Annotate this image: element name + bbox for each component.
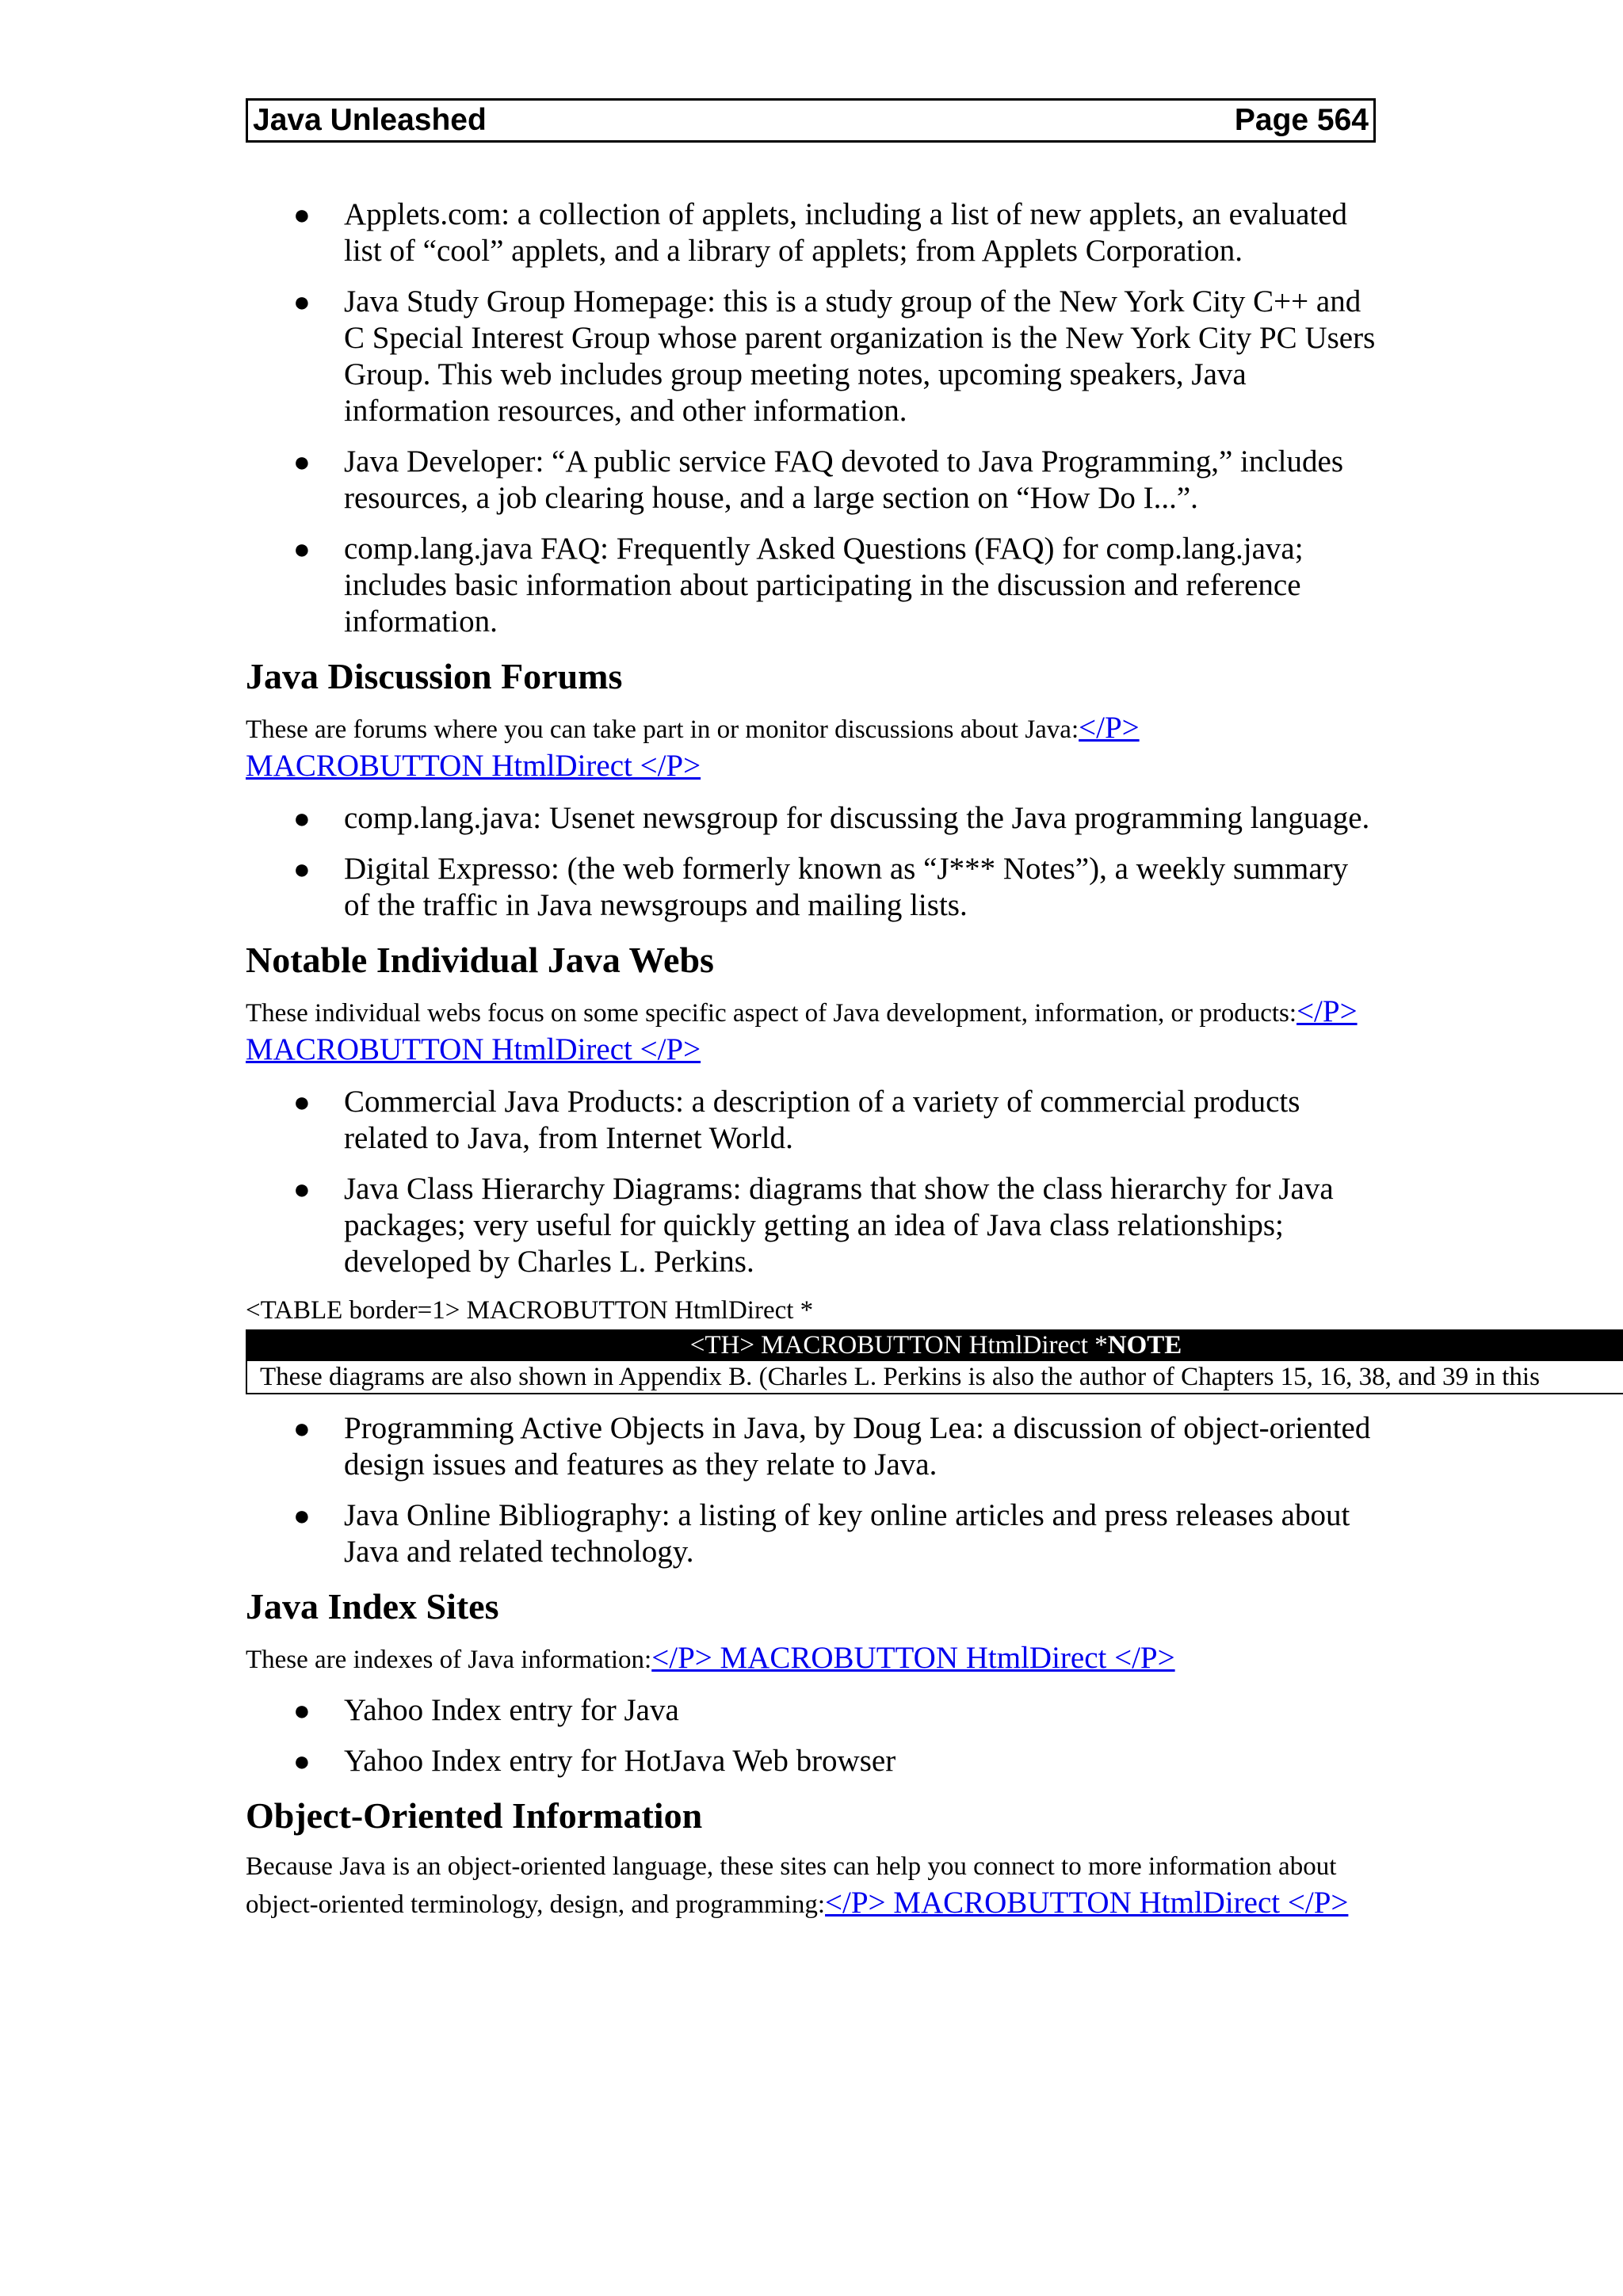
note-table <box>246 1329 1623 1394</box>
section-heading-forums: Java Discussion Forums <box>246 656 623 696</box>
section-intro: These individual webs focus on some specific aspect of Java development, information, or products:</P> MACROBUTTON HtmlDirect </P> <box>246 994 1358 1066</box>
bullet-icon: ● <box>293 803 311 834</box>
page-header <box>246 98 1376 143</box>
resource-list <box>246 196 1377 640</box>
table-markup-text: <TABLE border=1> MACROBUTTON HtmlDirect * <box>246 1296 814 1325</box>
list-item: ● Yahoo Index entry for HotJava Web browser <box>293 1744 896 1778</box>
section-heading-webs: Notable Individual Java Webs <box>246 940 714 980</box>
list-item: ● Applets.com: a collection of applets, including a list of new applets, an evaluated list of “cool” applets, and a library of applets; from Applets Corporation. <box>293 197 1348 268</box>
macrobutton-link[interactable]: </P> MACROBUTTON HtmlDirect </P> <box>651 1641 1175 1675</box>
page-content <box>246 196 1540 1937</box>
index-list <box>246 1692 1377 1779</box>
macrobutton-link[interactable]: </P> MACROBUTTON HtmlDirect </P> <box>825 1886 1349 1920</box>
note-body: These diagrams are also shown in Appendix B. (Charles L. Perkins is also the author of Chapters 15, 16, 38, and 39 in this <box>260 1363 1540 1391</box>
list-item: ● Java Study Group Homepage: this is a study group of the New York City C++ and C Special Interest Group whose parent organization is the New York City PC Users Group. This web includes group meeting notes, upcoming speakers, Java information resources, and other information. <box>293 284 1376 428</box>
macrobutton-link[interactable]: </P> MACROBUTTON HtmlDirect </P> <box>246 994 1358 1066</box>
book-title: Java Unleashed <box>253 103 487 137</box>
bullet-icon: ● <box>293 853 311 885</box>
list-item: ● Java Developer: “A public service FAQ devoted to Java Programming,” includes resources, a job clearing house, and a large section on “How Do I...”. <box>293 444 1344 515</box>
webs-list-continued <box>246 1410 1377 1570</box>
section-intro: These are forums where you can take part in or monitor discussions about Java:</P> MACROBUTTON HtmlDirect </P> <box>246 711 1140 783</box>
bullet-icon: ● <box>293 1745 311 1777</box>
list-item: ● comp.lang.java FAQ: Frequently Asked Questions (FAQ) for comp.lang.java; includes basic information about participating in the discussion and reference information. <box>293 532 1304 639</box>
page-number: Page 564 <box>1234 103 1369 137</box>
bullet-icon: ● <box>293 1500 311 1531</box>
list-item: ● Java Class Hierarchy Diagrams: diagrams that show the class hierarchy for Java packages; very useful for quickly getting an idea of Java class relationships; developed by Charles L. Perkins. <box>293 1172 1334 1279</box>
note-header: <TH> MACROBUTTON HtmlDirect *NOTE <box>247 1329 1623 1361</box>
section-heading-index: Java Index Sites <box>246 1586 499 1627</box>
macrobutton-link[interactable]: </P> MACROBUTTON HtmlDirect </P> <box>246 711 1140 783</box>
list-item: ● Yahoo Index entry for Java <box>293 1693 679 1727</box>
webs-list <box>246 1084 1377 1280</box>
bullet-icon: ● <box>293 286 311 318</box>
section-heading-oo: Object-Oriented Information <box>246 1795 703 1836</box>
bullet-icon: ● <box>293 1086 311 1118</box>
list-item: ● Java Online Bibliography: a listing of key online articles and press releases about Java and related technology. <box>293 1498 1350 1569</box>
list-item: ● comp.lang.java: Usenet newsgroup for discussing the Java programming language. <box>293 801 1370 835</box>
bullet-icon: ● <box>293 1695 311 1726</box>
section-intro: These are indexes of Java information:</P> MACROBUTTON HtmlDirect </P> <box>246 1641 1175 1675</box>
bullet-icon: ● <box>293 1173 311 1205</box>
bullet-icon: ● <box>293 199 311 231</box>
list-item: ● Programming Active Objects in Java, by Doug Lea: a discussion of object-oriented design issues and features as they relate to Java. <box>293 1411 1371 1482</box>
list-item: ● Commercial Java Products: a description of a variety of commercial products related to Java, from Internet World. <box>293 1085 1300 1155</box>
forums-list <box>246 800 1377 924</box>
section-intro: Because Java is an object-oriented language, these sites can help you connect to more information about object-oriented terminology, design, and programming:</P> MACROBUTTON HtmlDirect </P> <box>246 1852 1349 1920</box>
bullet-icon: ● <box>293 446 311 478</box>
list-item: ● Digital Expresso: (the web formerly known as “J*** Notes”), a weekly summary of the traffic in Java newsgroups and mailing lists. <box>293 852 1349 922</box>
bullet-icon: ● <box>293 1413 311 1444</box>
bullet-icon: ● <box>293 533 311 565</box>
